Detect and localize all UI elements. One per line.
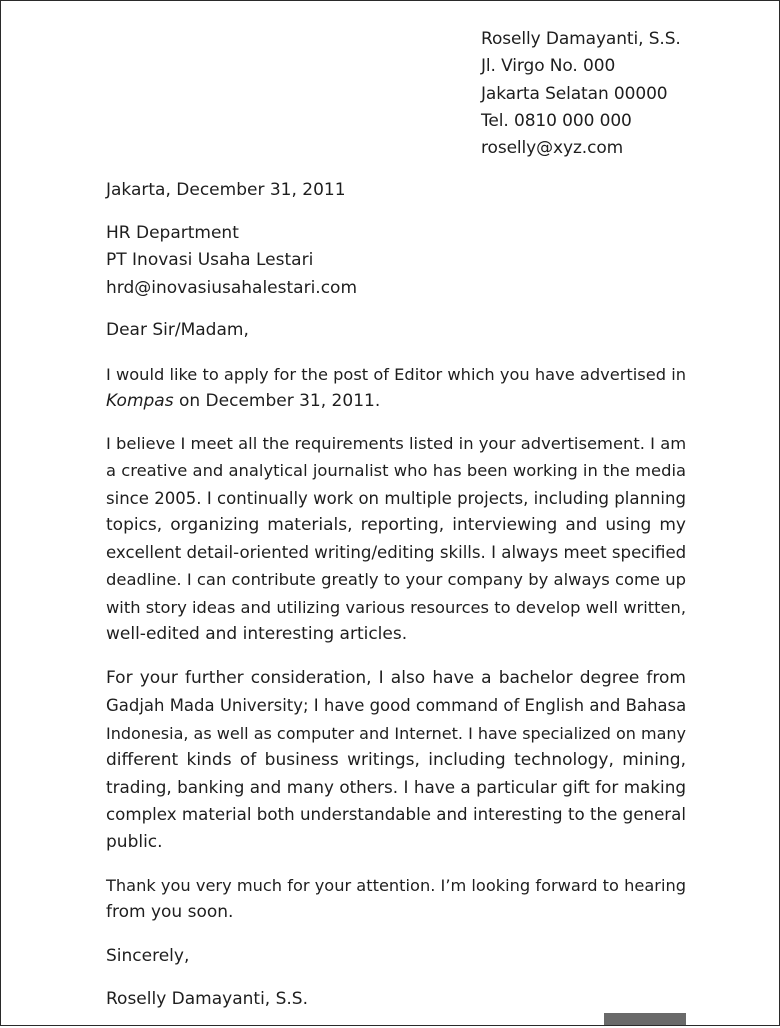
paragraph-line: I would like to apply for the post of Editor which you have advertised in	[106, 365, 686, 384]
paragraph-thanks	[106, 872, 686, 927]
paragraph-line: with story ideas and utilizing various resources to develop well written,	[106, 597, 686, 617]
recipient-block	[106, 220, 686, 302]
salutation: Dear Sir/Madam,	[106, 320, 249, 340]
sender-name: Roselly Damayanti, S.S.	[481, 29, 681, 49]
paragraph-line: Thank you very much for your attention. I’m looking forward to hearing	[106, 876, 686, 895]
paragraph-line: deadline. I can contribute greatly to your company by always come up	[106, 570, 686, 590]
paragraph-education	[106, 665, 686, 856]
recipient-email: hrd@inovasiusahalestari.com	[106, 277, 357, 298]
paragraph-line: public.	[106, 831, 163, 852]
recipient-department: HR Department	[106, 223, 239, 243]
paragraph-line: from you soon.	[106, 902, 234, 923]
paragraph-line: Indonesia, as well as computer and Internet. I have specialized on many	[106, 723, 686, 743]
paragraph-line: trading, banking and many others. I have a particular gift for making	[106, 777, 686, 798]
paragraph-line: I believe I meet all the requirements listed in your advertisement. I am	[106, 434, 687, 453]
paragraph-qualifications	[106, 430, 686, 648]
paragraph-line: different kinds of business writings, including technology, mining,	[106, 749, 686, 770]
publication-name: Kompas	[106, 391, 174, 412]
sender-address-block	[481, 26, 681, 162]
paragraph-line: For your further consideration, I also have a bachelor degree from	[106, 668, 686, 688]
sender-phone: Tel. 0810 000 000	[481, 110, 632, 131]
paragraph-line-rest: on December 31, 2011.	[173, 391, 381, 412]
signature-name: Roselly Damayanti, S.S.	[106, 989, 308, 1009]
paragraph-line	[106, 388, 686, 415]
sender-city: Jakarta Selatan 00000	[481, 83, 668, 104]
sender-email: roselly@xyz.com	[481, 138, 624, 159]
paragraph-line: since 2005. I continually work on multiple projects, including planning	[106, 488, 686, 508]
corner-bar	[604, 1013, 686, 1026]
closing: Sincerely,	[106, 946, 190, 966]
date-line: Jakarta, December 31, 2011	[106, 180, 346, 200]
paragraph-application	[106, 361, 686, 416]
paragraph-line: complex material both understandable and interesting to the general	[106, 805, 686, 825]
paragraph-line: topics, organizing materials, reporting, interviewing and using my	[106, 514, 686, 535]
paragraph-line: excellent detail-oriented writing/editing skills. I always meet specified	[106, 543, 687, 563]
paragraph-line: a creative and analytical journalist who has been working in the media	[106, 461, 686, 481]
recipient-company: PT Inovasi Usaha Lestari	[106, 250, 314, 271]
sender-street: Jl. Virgo No. 000	[481, 56, 616, 77]
paragraph-line: Gadjah Mada University; I have good command of English and Bahasa	[106, 696, 687, 716]
paragraph-line: well-edited and interesting articles.	[106, 624, 408, 645]
